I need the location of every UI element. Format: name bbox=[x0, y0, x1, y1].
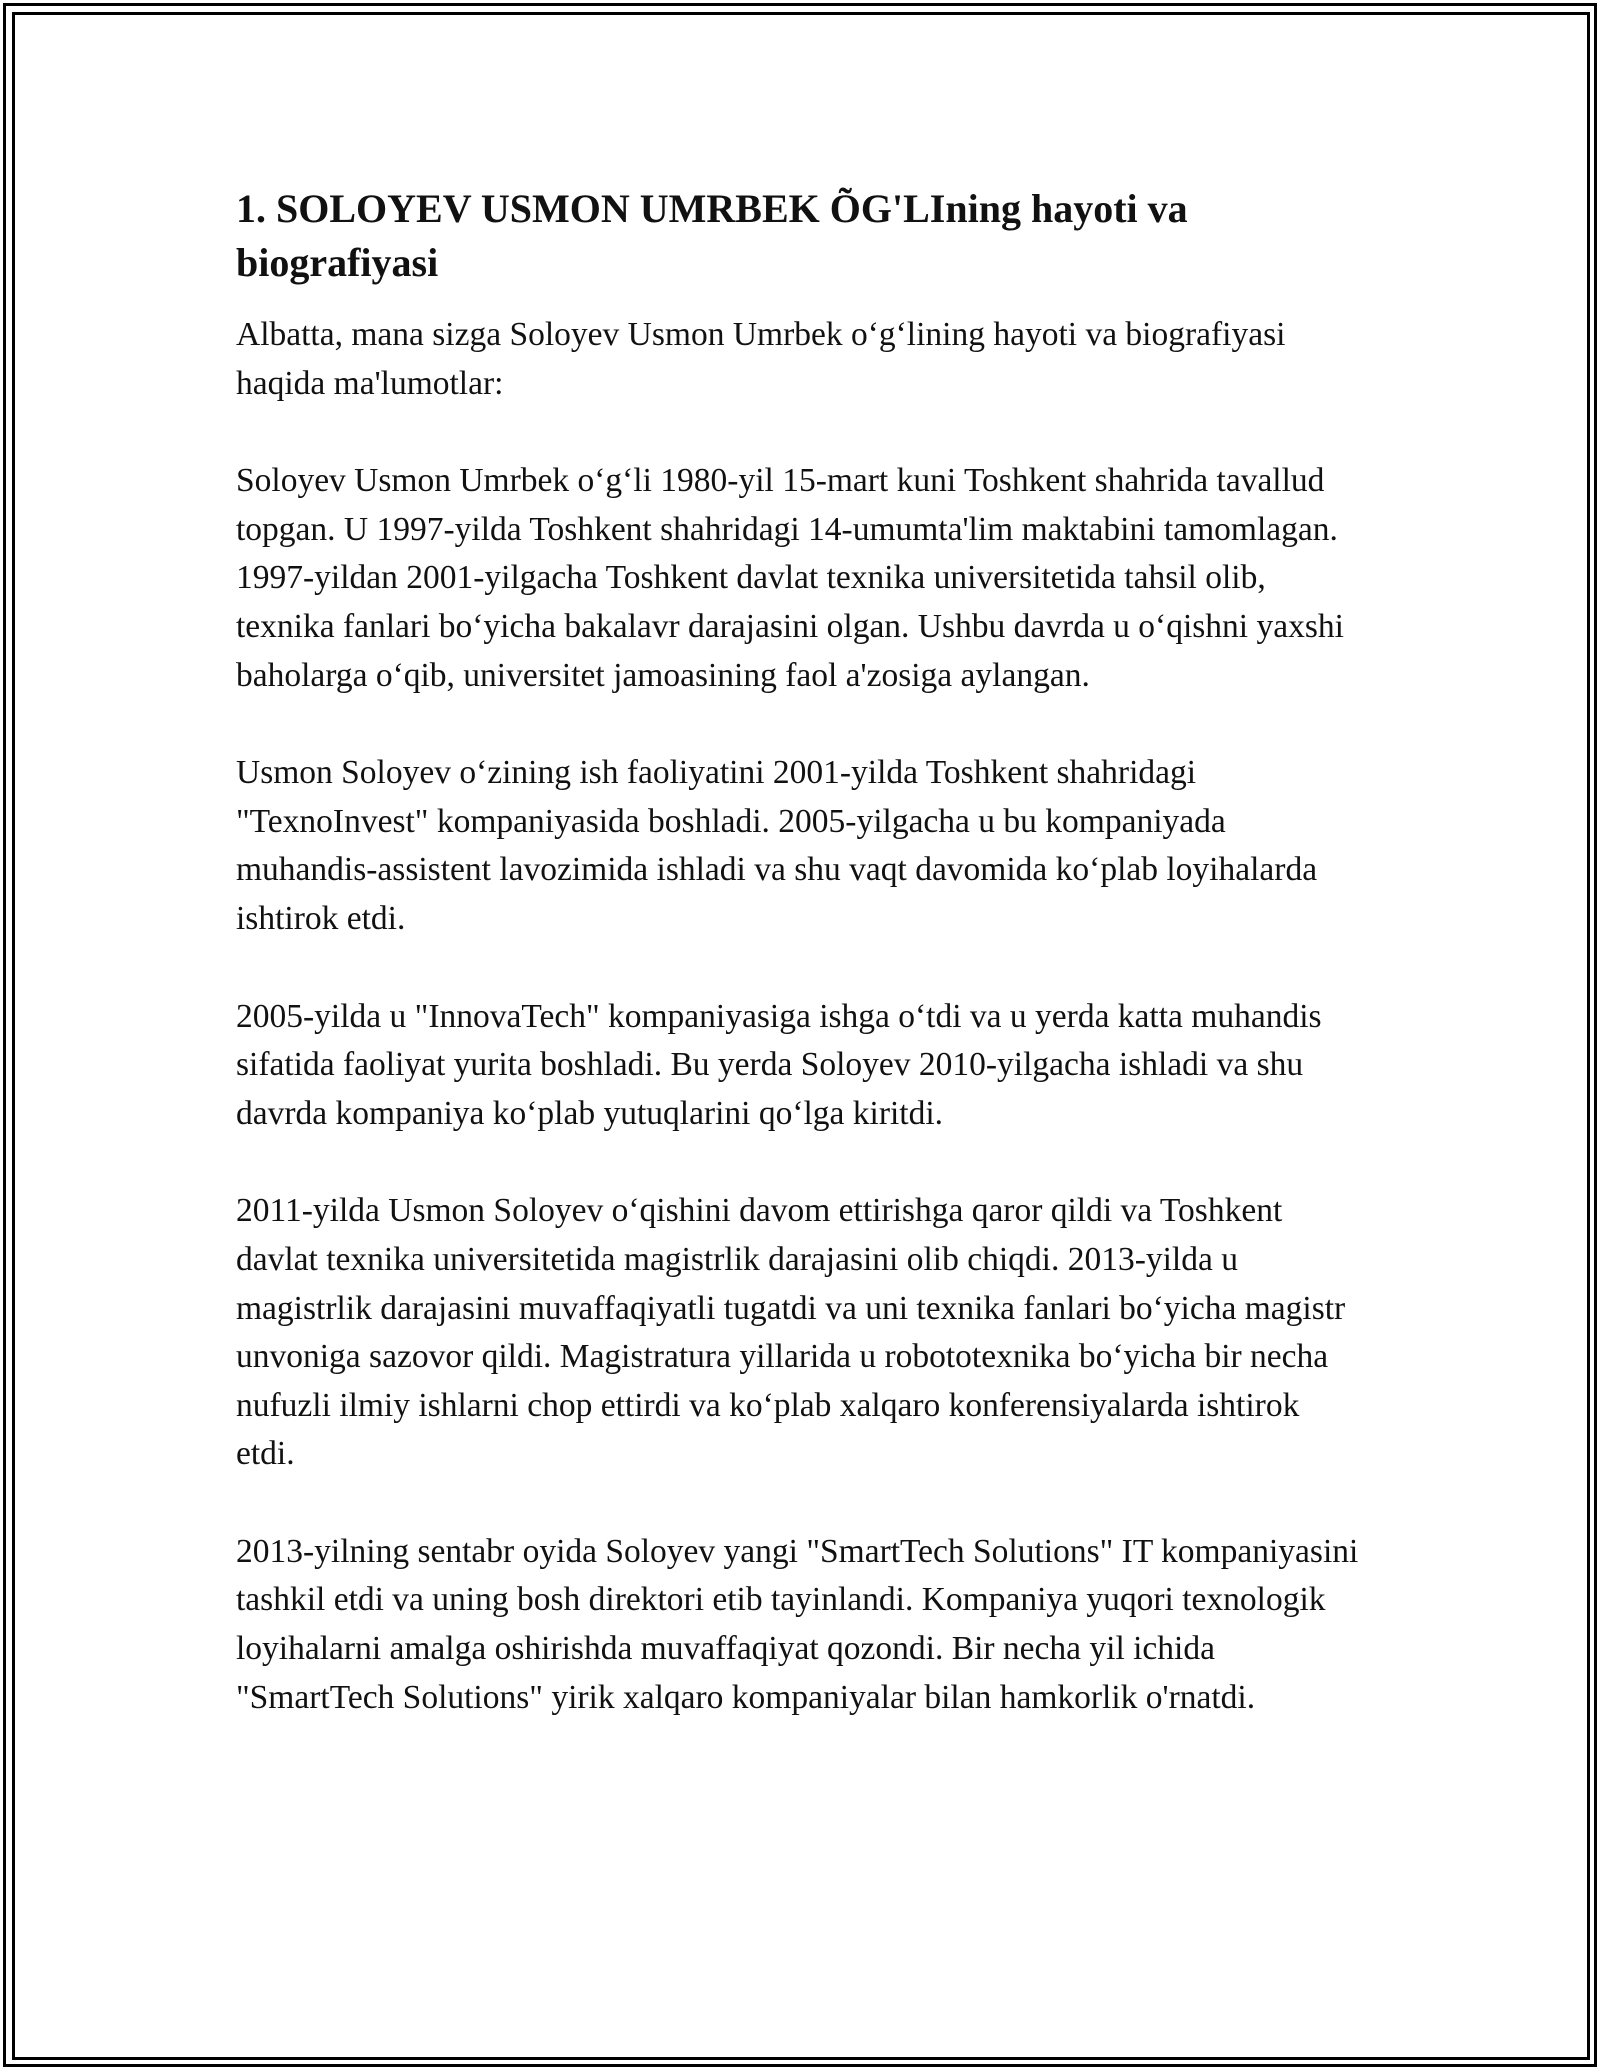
intro-paragraph: Albatta, mana sizga Soloyev Usmon Umrbek o‘g‘lining hayoti va biografiyasi haqida ma'lumotlar: bbox=[236, 316, 1286, 402]
paragraph-smarttech: 2013-yilning sentabr oyida Soloyev yangi "SmartTech Solutions" IT kompaniyasini tashkil etdi va uning bosh direktori etib tayinlandi. Kompaniya yuqori texnologik loyihalarni amalga oshirishda muvaffaqiyat qozondi. Bir necha yil ichida "SmartTech Solutions" yirik xalqaro kompaniyalar bilan hamkorlik o'rnatdi. bbox=[236, 1532, 1359, 1716]
paragraph-texnoinvest: Usmon Soloyev o‘zining ish faoliyatini 2001-yilda Toshkent shahridagi "TexnoInvest" kompaniyasida boshladi. 2005-yilgacha u bu kompaniyada muhandis-assistent lavozimida ishladi va shu vaqt davomida ko‘plab loyihalarda ishtirok etdi. bbox=[236, 754, 1318, 937]
paragraph-innovatech: 2005-yilda u "InnovaTech" kompaniyasiga ishga o‘tdi va u yerda katta muhandis sifatida faoliyat yurita boshladi. Bu yerda Soloyev 2010-yilgacha ishladi va shu davrda kompaniya ko‘plab yutuqlarini qo‘lga kiritdi. bbox=[236, 997, 1322, 1132]
paragraph-masters: 2011-yilda Usmon Soloyev o‘qishini davom ettirishga qaror qildi va Toshkent davlat texnika universitetida magistrlik darajasini olib chiqdi. 2013-yilda u magistrlik darajasini muvaffaqiyatli tugatdi va uni texnika fanlari bo‘yicha magistr unvoniga sazovor qildi. Magistratura yillarida u robototexnika bo‘yicha bir necha nufuzli ilmiy ishlarni chop ettirdi va ko‘plab xalqaro konferensiyalarda ishtirok etdi. bbox=[236, 1192, 1346, 1473]
document-body bbox=[236, 182, 1366, 1722]
paragraph-birth-education: Soloyev Usmon Umrbek o‘g‘li 1980-yil 15-mart kuni Toshkent shahrida tavallud topgan. U 1997-yilda Toshkent shahridagi 14-umumta'lim maktabini tamomlagan. 1997-yildan 2001-yilgacha Toshkent davlat texnika universitetida tahsil olib, texnika fanlari bo‘yicha bakalavr darajasini olgan. Ushbu davrda u o‘qishni yaxshi baholarga o‘qib, universitet jamoasining faol a'zosiga aylangan. bbox=[236, 462, 1344, 694]
document-title: 1. SOLOYEV USMON UMRBEK ÕG'LIning hayoti va biografiyasi bbox=[236, 186, 1188, 285]
